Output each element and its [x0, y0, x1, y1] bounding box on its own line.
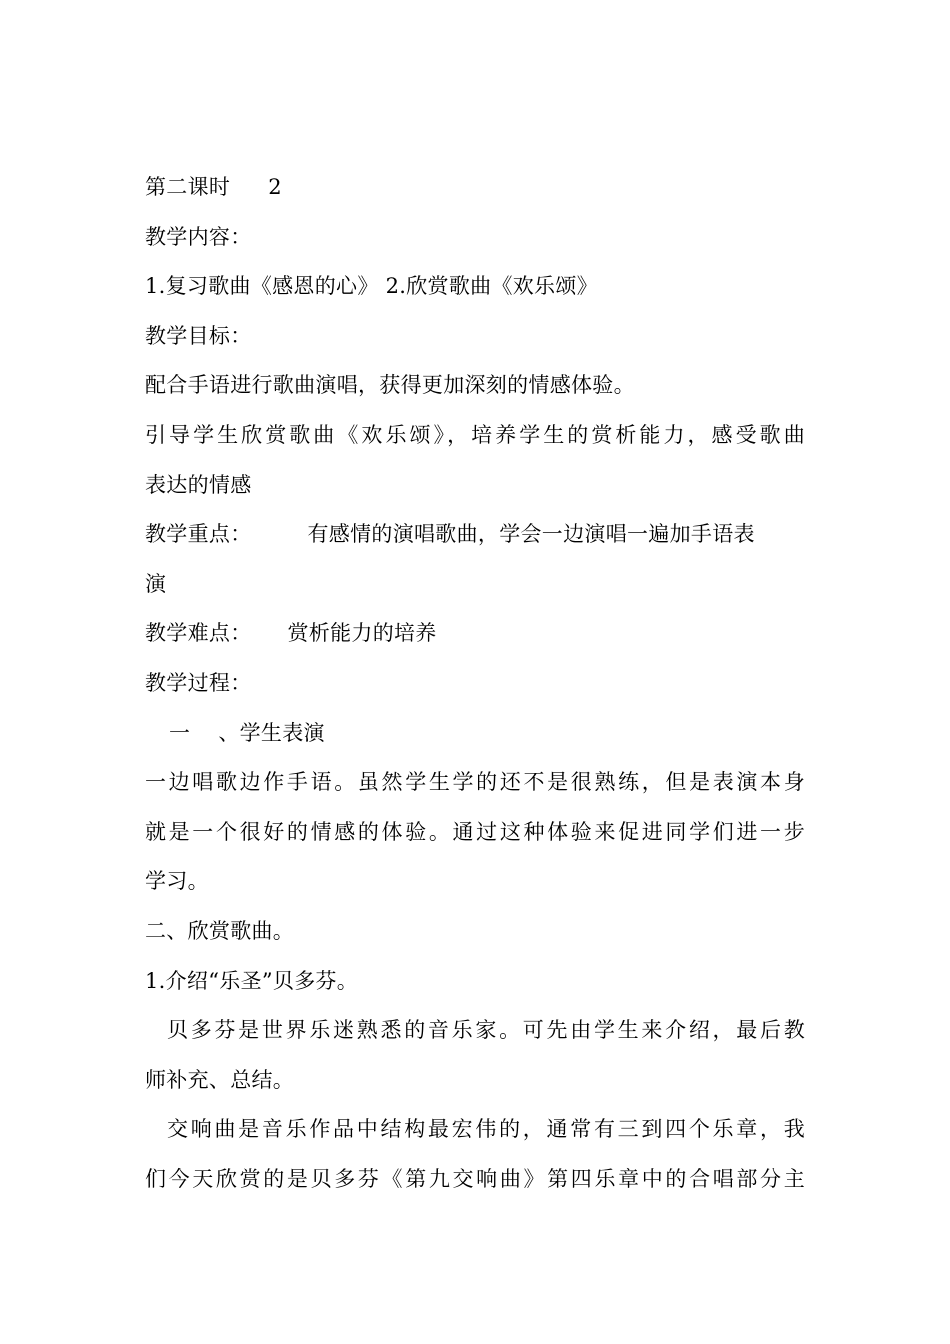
section-1-number: 一 — [169, 720, 191, 745]
content-heading: 教学内容： — [145, 224, 252, 249]
goal-2-line-1: 引导学生欣赏歌曲《欢乐颂》，培养学生的赏析能力，感受歌曲 — [145, 422, 805, 447]
symphony-para-line-1: 交响曲是音乐作品中结构最宏伟的，通常有三到四个乐章，我 — [167, 1117, 805, 1142]
section-2-heading: 二、欣赏歌曲。 — [145, 918, 295, 943]
goal-1: 配合手语进行歌曲演唱，获得更加深刻的情感体验。 — [145, 373, 635, 398]
difficulty-label: 教学难点： — [145, 621, 252, 646]
section-1-heading — [145, 709, 805, 759]
content-items: 1.复习歌曲《感恩的心》 2.欣赏歌曲《欢乐颂》 — [145, 274, 598, 299]
lesson-title-line — [145, 163, 805, 213]
goals-heading: 教学目标： — [145, 323, 252, 348]
lesson-number: 2 — [268, 175, 282, 199]
section-1-para-line-1: 一边唱歌边作手语。虽然学生学的还不是很熟练，但是表演本身 — [145, 770, 805, 795]
key-point-label: 教学重点： — [145, 522, 252, 547]
process-heading: 教学过程： — [145, 670, 252, 695]
item-1-heading: 1.介绍“乐圣”贝多芬。 — [145, 968, 359, 993]
section-1-title: 、学生表演 — [218, 720, 325, 745]
lesson-title: 第二课时 — [145, 175, 231, 199]
section-1-para-line-2: 就是一个很好的情感的体验。通过这种体验来促进同学们进一步 — [145, 819, 805, 844]
difficulty-text: 赏析能力的培养 — [287, 621, 437, 646]
beethoven-para-line-1: 贝多芬是世界乐迷熟悉的音乐家。可先由学生来介绍，最后教 — [167, 1018, 805, 1043]
key-point-line — [145, 510, 805, 560]
beethoven-para-line-2: 师补充、总结。 — [145, 1067, 295, 1092]
document-body — [145, 163, 805, 1204]
key-point-text-line-2: 演 — [145, 571, 167, 596]
section-1-para-line-3: 学习。 — [145, 869, 209, 894]
symphony-para-line-2: 们今天欣赏的是贝多芬《第九交响曲》第四乐章中的合唱部分主 — [145, 1166, 805, 1191]
key-point-text: 有感情的演唱歌曲，学会一边演唱一遍加手语表 — [307, 522, 755, 547]
difficulty-line — [145, 609, 805, 659]
goal-2-line-2: 表达的情感 — [145, 472, 252, 497]
